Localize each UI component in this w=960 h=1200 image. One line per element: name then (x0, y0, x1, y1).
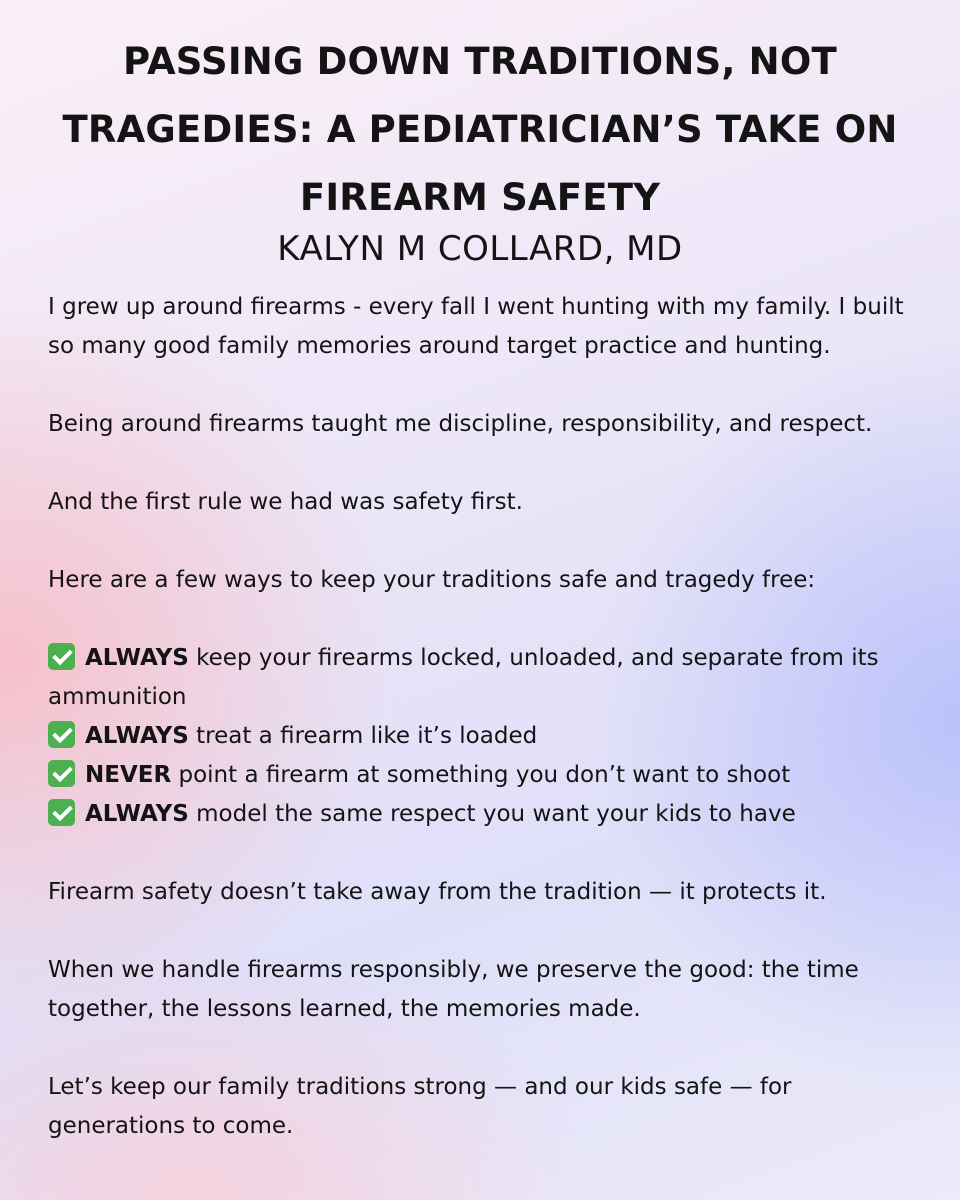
check-mark-icon (48, 721, 75, 748)
safety-rules-list (48, 639, 918, 834)
safety-rule (48, 795, 918, 834)
rule-keyword: ALWAYS (85, 801, 189, 827)
rule-keyword: ALWAYS (85, 723, 189, 749)
safety-rule (48, 717, 918, 756)
rule-text: keep your firearms locked, unloaded, and separate from its ammunition (48, 645, 879, 710)
rule-text: treat a firearm like it’s loaded (188, 723, 538, 749)
check-mark-icon (48, 643, 75, 670)
paragraph-outro-1: Firearm safety doesn’t take away from the tradition — it protects it. (48, 879, 827, 905)
author-byline: KALYN M COLLARD, MD (277, 229, 683, 269)
rule-keyword: ALWAYS (85, 645, 189, 671)
paragraph-intro-1: I grew up around firearms - every fall I went hunting with my family. I built so many good family memories around target practice and hunting. (48, 294, 904, 359)
rule-keyword: NEVER (85, 762, 172, 788)
check-mark-icon (48, 799, 75, 826)
rule-text: model the same respect you want your kids to have (188, 801, 796, 827)
safety-rule (48, 756, 918, 795)
article-body (48, 288, 918, 1185)
page-title: PASSING DOWN TRADITIONS, NOT TRAGEDIES: A PEDIATRICIAN’S TAKE ON FIREARM SAFETY (62, 40, 898, 219)
safety-rule (48, 639, 918, 717)
rule-text: point a firearm at something you don’t want to shoot (171, 762, 791, 788)
paragraph-intro-4: Here are a few ways to keep your traditions safe and tragedy free: (48, 567, 816, 593)
paragraph-outro-2: When we handle firearms responsibly, we preserve the good: the time together, the lessons learned, the memories made. (48, 957, 859, 1022)
check-mark-icon (48, 760, 75, 787)
paragraph-intro-2: Being around firearms taught me discipline, responsibility, and respect. (48, 411, 873, 437)
paragraph-outro-3: Let’s keep our family traditions strong — and our kids safe — for generations to come. (48, 1074, 792, 1139)
paragraph-intro-3: And the first rule we had was safety first. (48, 489, 523, 515)
